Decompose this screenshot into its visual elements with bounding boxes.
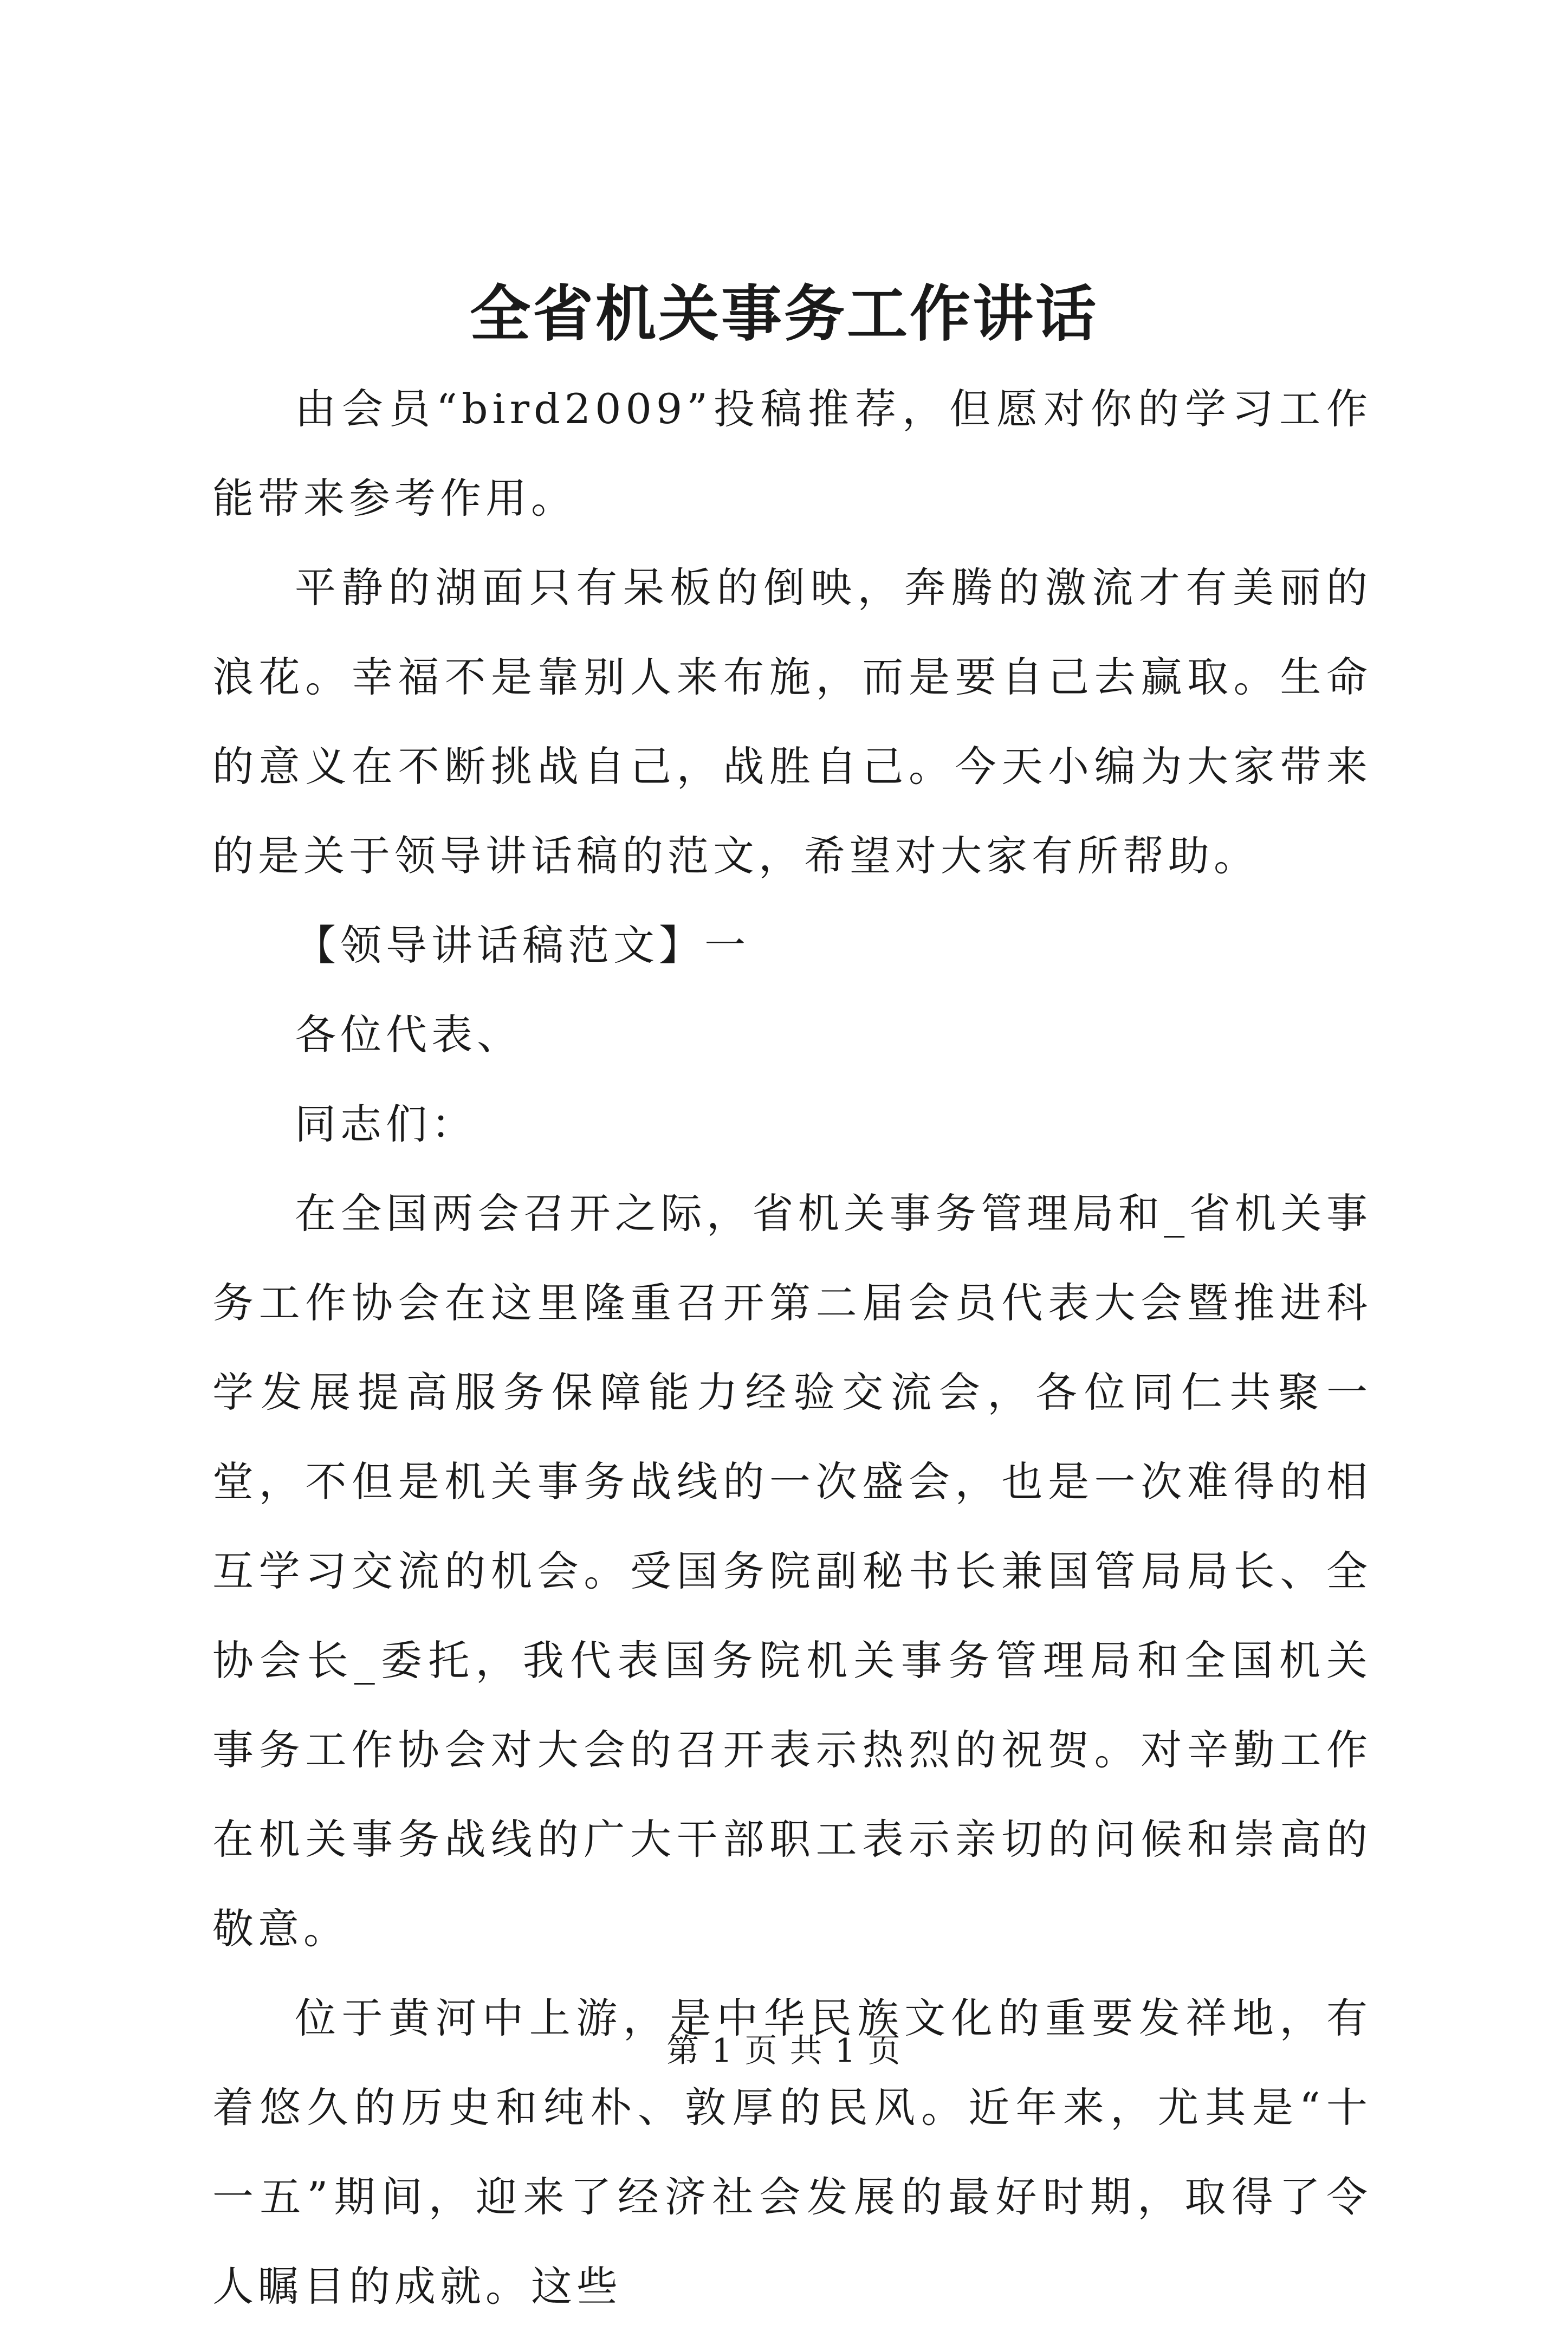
page-footer: 第 1 页 共 1 页: [666, 2032, 902, 2070]
document-title: 全省机关事务工作讲话: [470, 279, 1098, 349]
paragraph-body-2: 位于黄河中上游，是中华民族文化的重要发祥地，有着悠久的历史和纯朴、敦厚的民风。近年来，尤其是“十一五”期间，迎来了经济社会发展的最好时期，取得了令人瞩目的成就。这些: [212, 1994, 1372, 2310]
paragraph-body-1: 在全国两会召开之际，省机关事务管理局和_省机关事务工作协会在这里隆重召开第二届会员代表大会暨推进科学发展提高服务保障能力经验交流会，各位同仁共聚一堂，不但是机关事务战线的一次盛会，也是一次难得的相互学习交流的机会。受国务院副秘书长兼国管局局长、全协会长_委托，我代表国务院机关事务管理局和全国机关事务工作协会对大会的召开表示热烈的祝贺。对辛勤工作在机关事务战线的广大干部职工表示亲切的问候和崇高的敬意。: [212, 1189, 1372, 1953]
paragraph-salutation-2: 同志们：: [295, 1100, 477, 1148]
paragraph-preface: 平静的湖面只有呆板的倒映，奔腾的激流才有美丽的浪花。幸福不是靠别人来布施，而是要自己去赢取。生命的意义在不断挑战自己，战胜自己。今天小编为大家带来的是关于领导讲话稿的范文，希望对大家有所帮助。: [212, 564, 1372, 880]
paragraph-section-heading: 【领导讲话稿范文】一: [295, 921, 750, 969]
paragraph-salutation-1: 各位代表、: [295, 1011, 522, 1059]
paragraph-intro: 由会员“bird2009”投稿推荐，但愿对你的学习工作能带来参考作用。: [212, 385, 1372, 522]
